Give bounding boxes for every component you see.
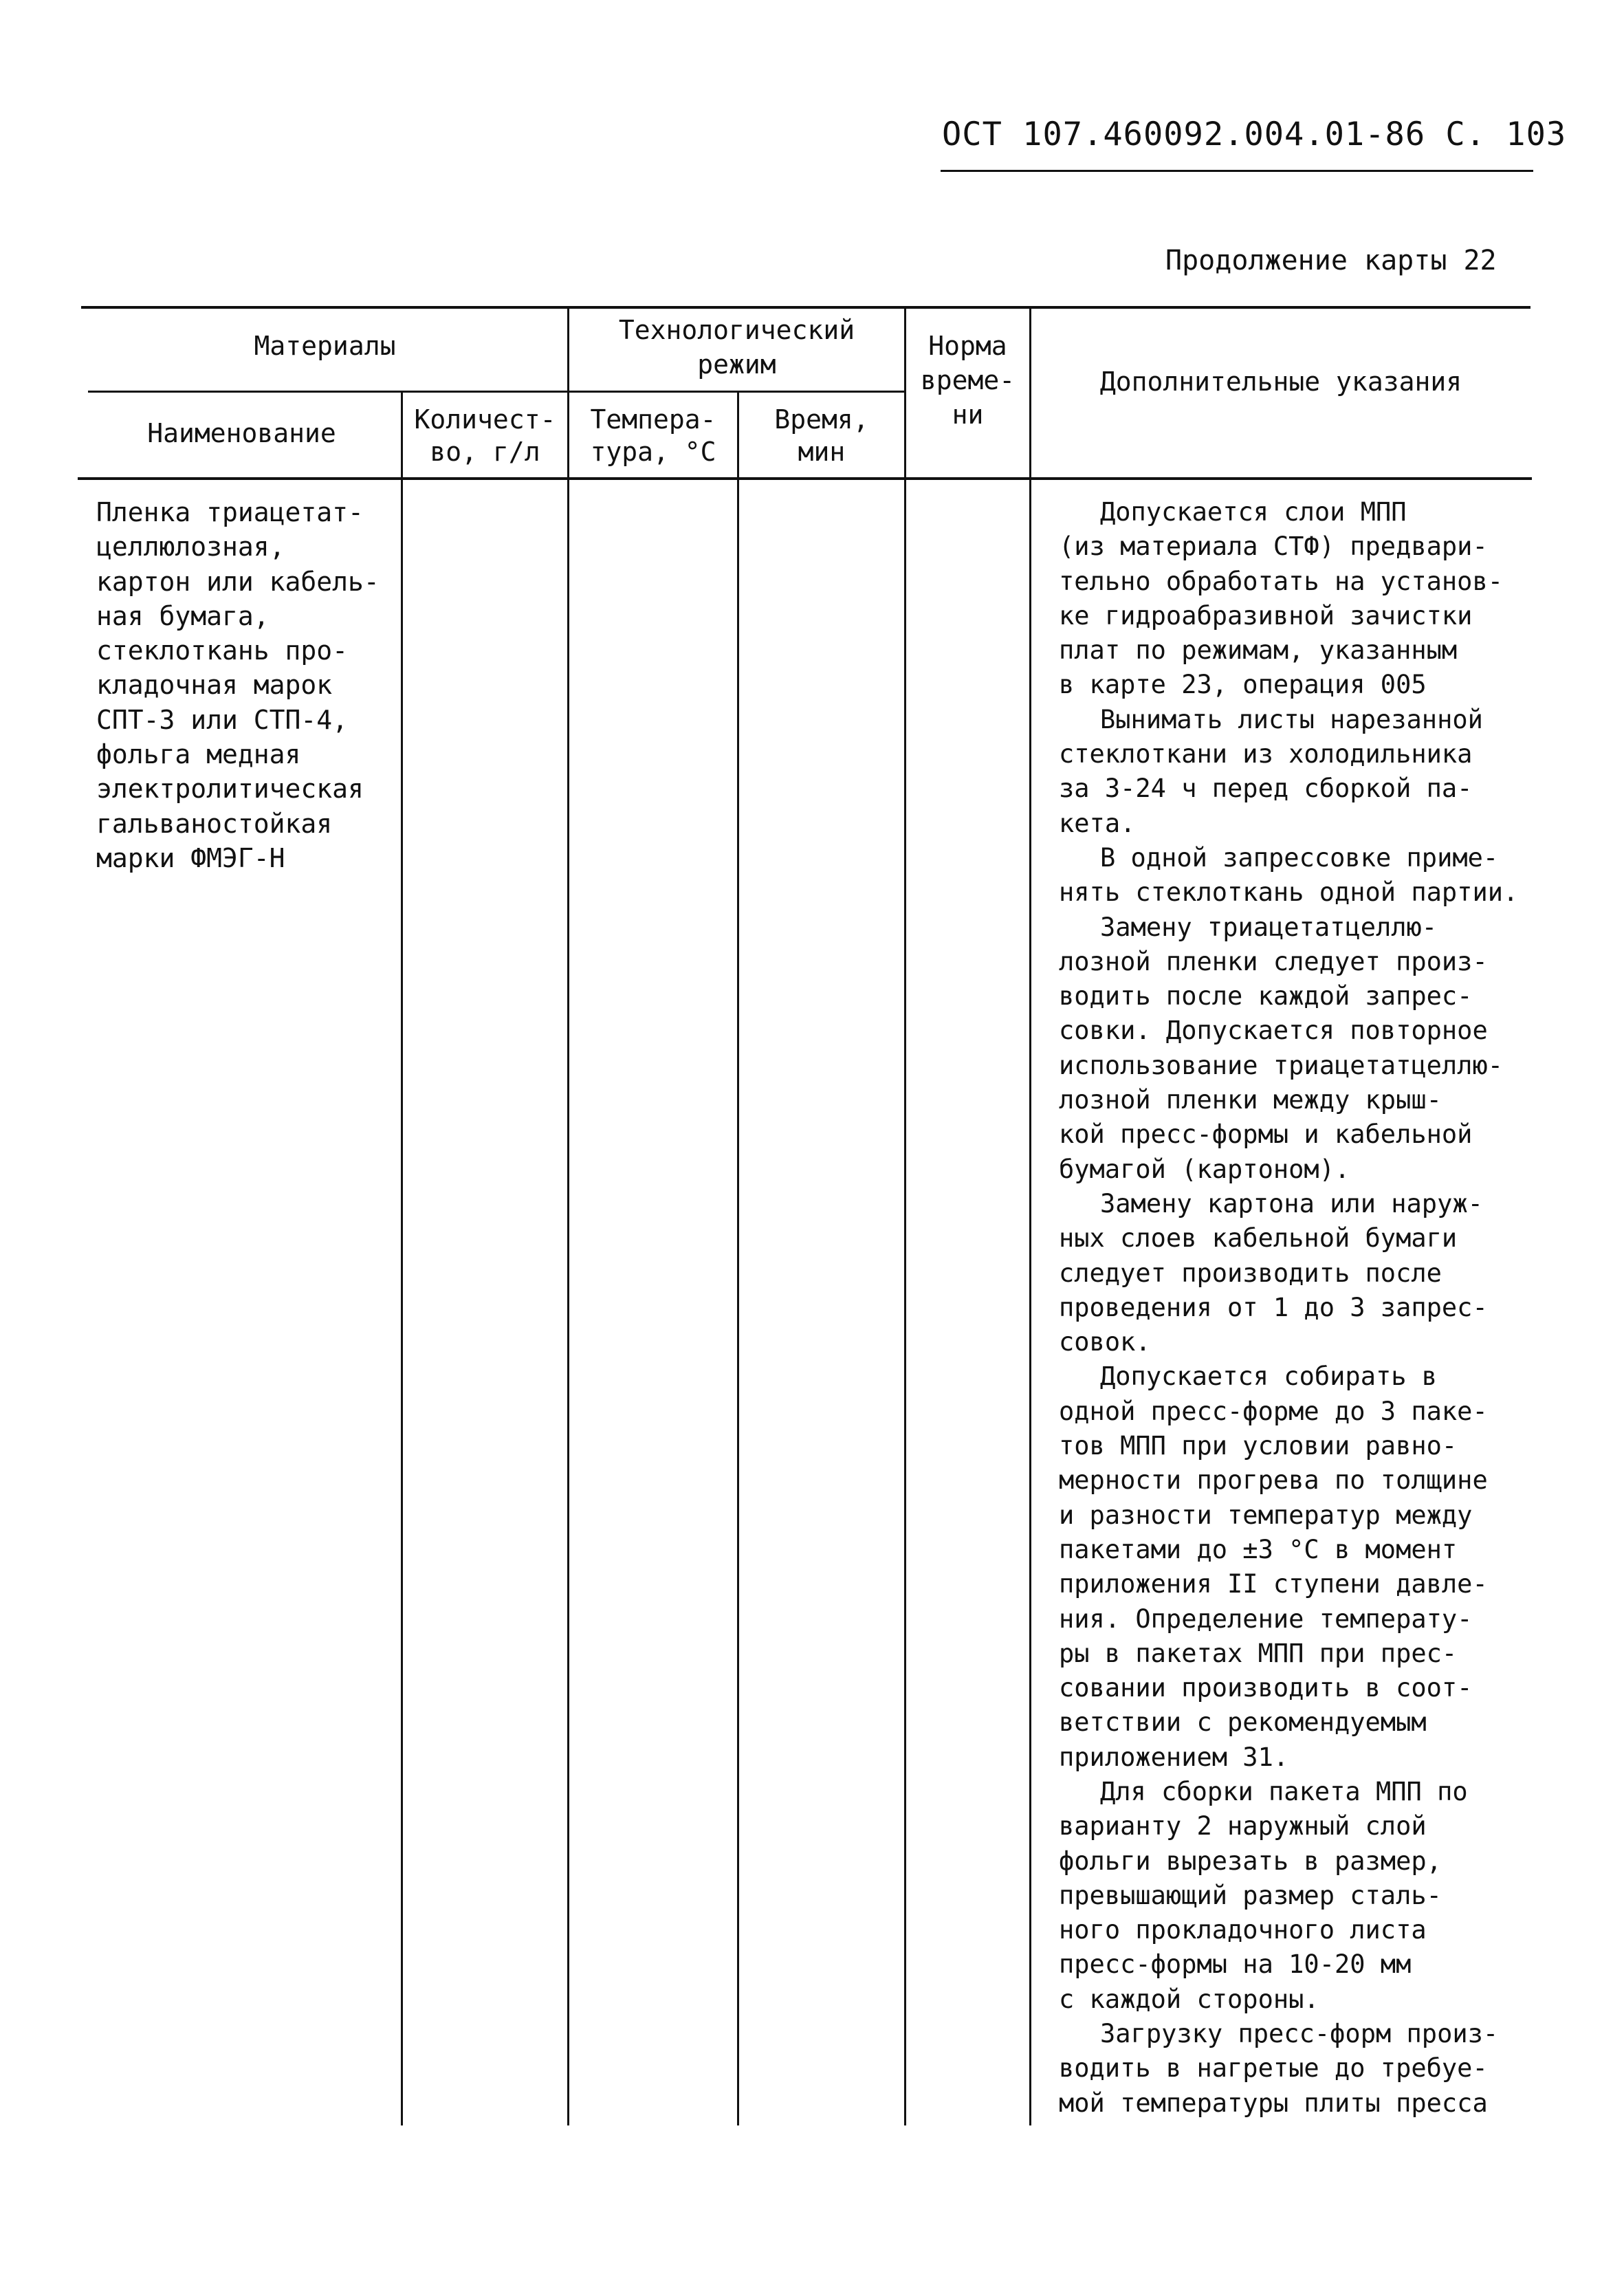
- instruction-line: ры в пакетах МПП при прес-: [1059, 1638, 1458, 1668]
- header-quantity-line1: Количест-: [414, 404, 556, 435]
- header-rule: [941, 170, 1533, 172]
- instruction-line: приложения II ступени давле-: [1059, 1569, 1488, 1599]
- instruction-line: бумагой (картоном).: [1059, 1154, 1350, 1184]
- instruction-line: водить в нагретые до требуе-: [1059, 2053, 1488, 2084]
- name-line: фольга медная: [96, 739, 301, 770]
- header-additional-instructions: Дополнительные указания: [1099, 367, 1462, 397]
- name-line: гальваностойкая: [96, 808, 333, 839]
- header-temperature-line1: Темпера-: [590, 404, 716, 435]
- instruction-line: одной пресс-форме до 3 паке-: [1059, 1396, 1488, 1426]
- col-divider-temperature: [567, 307, 569, 2125]
- instruction-line: превышающий размер сталь-: [1059, 1880, 1442, 1910]
- instruction-line: совок.: [1059, 1327, 1151, 1357]
- instruction-line: Вынимать листы нарезанной: [1100, 704, 1483, 734]
- header-quantity-line2: во, г/л: [430, 437, 540, 467]
- instruction-line: мой температуры плиты пресса: [1059, 2088, 1488, 2118]
- instruction-line: мерности прогрева по толщине: [1059, 1465, 1488, 1496]
- name-line: Пленка триацетат-: [96, 497, 364, 527]
- instruction-line: В одной запрессовке приме-: [1100, 842, 1499, 873]
- instruction-line: совании производить в соот-: [1059, 1673, 1473, 1703]
- instruction-line: с каждой стороны.: [1059, 1984, 1319, 2014]
- instruction-line: кета.: [1059, 808, 1136, 838]
- instruction-line: стеклоткани из холодильника: [1059, 739, 1473, 769]
- header-bottom-rule: [78, 477, 1532, 480]
- instruction-line: совки. Допускается повторное: [1059, 1016, 1488, 1046]
- instruction-line: Замену триацетатцеллю-: [1100, 912, 1438, 942]
- instruction-line: нять стеклоткань одной партии.: [1059, 877, 1519, 908]
- document-reference: ОСТ 107.460092.004.01-86 С. 103: [942, 116, 1567, 153]
- instruction-line: Допускается слои МПП: [1100, 497, 1407, 527]
- instruction-line: ветствии с рекомендуемым: [1059, 1707, 1427, 1738]
- instruction-line: ния. Определение температу-: [1059, 1604, 1473, 1634]
- name-line: картон или кабель-: [96, 566, 380, 597]
- instruction-line: ного прокладочного листа: [1059, 1915, 1427, 1945]
- header-time-norm-line1: Норма: [928, 331, 1007, 361]
- table-top-rule: [81, 306, 1530, 309]
- instruction-line: ке гидроабразивной зачистки: [1059, 600, 1473, 631]
- instruction-line: варианту 2 наружный слой: [1059, 1811, 1427, 1841]
- name-line: целлюлозная,: [96, 532, 285, 562]
- name-line: марки ФМЭГ-Н: [96, 842, 285, 873]
- instruction-line: следует производить после: [1059, 1258, 1442, 1288]
- instruction-line: лозной пленки следует произ-: [1059, 946, 1488, 976]
- header-time-norm-line2: време-: [920, 365, 1016, 395]
- instruction-line: лозной пленки между крыш-: [1059, 1085, 1442, 1115]
- instruction-line: и разности температур между: [1059, 1500, 1473, 1530]
- col-divider-additional: [1029, 307, 1031, 2125]
- instruction-line: Замену картона или наруж-: [1100, 1188, 1483, 1218]
- instruction-line: тельно обработать на установ-: [1059, 566, 1504, 596]
- instruction-line: использование триацетатцеллю-: [1059, 1050, 1504, 1080]
- name-line: СПТ-3 или СТП-4,: [96, 704, 349, 735]
- instruction-line: Загрузку пресс-форм произ-: [1100, 2019, 1499, 2049]
- instruction-line: Для сборки пакета МПП по: [1100, 1776, 1468, 1806]
- instruction-line: за 3-24 ч перед сборкой па-: [1059, 774, 1473, 804]
- header-tech-mode-line1: Технологический: [618, 315, 855, 345]
- name-line: электролитическая: [96, 774, 364, 805]
- instruction-line: в карте 23, операция 005: [1059, 670, 1427, 700]
- instruction-line: приложением 31.: [1059, 1742, 1289, 1772]
- header-name: Наименование: [147, 418, 336, 448]
- instruction-line: тов МПП при условии равно-: [1059, 1431, 1458, 1461]
- instruction-line: плат по режимам, указанным: [1059, 635, 1458, 666]
- materials-name-cell: [96, 495, 380, 875]
- instruction-line: проведения от 1 до 3 запрес-: [1059, 1292, 1488, 1322]
- header-tech-mode-line2: режим: [697, 349, 776, 380]
- additional-instructions-cell: [1059, 495, 1518, 2121]
- instruction-line: (из материала СТФ) предвари-: [1059, 532, 1488, 562]
- continuation-label: Продолжение карты 22: [1165, 245, 1497, 276]
- name-line: ная бумага,: [96, 600, 270, 631]
- instruction-line: пресс-формы на 10-20 мм: [1059, 1949, 1412, 1980]
- col-divider-norm: [904, 307, 906, 2125]
- name-line: стеклоткань про-: [96, 635, 349, 666]
- header-temperature-line2: тура, °С: [590, 437, 716, 467]
- instruction-line: водить после каждой запрес-: [1059, 981, 1473, 1012]
- name-line: кладочная марок: [96, 670, 333, 701]
- subheader-rule-materials: [88, 391, 569, 393]
- header-time-norm-line3: ни: [952, 400, 984, 430]
- instruction-line: фольги вырезать в размер,: [1059, 1846, 1442, 1876]
- instruction-line: Допускается собирать в: [1100, 1362, 1438, 1392]
- header-time-line2: мин: [798, 437, 846, 467]
- instruction-line: пакетами до ±3 °С в момент: [1059, 1534, 1458, 1564]
- col-divider-quantity: [401, 393, 403, 2125]
- header-time-line1: Время,: [774, 404, 869, 435]
- instruction-line: кой пресс-формы и кабельной: [1059, 1119, 1473, 1150]
- instruction-line: ных слоев кабельной бумаги: [1059, 1223, 1458, 1254]
- header-materials: Материалы: [254, 331, 396, 361]
- col-divider-time: [737, 393, 739, 2125]
